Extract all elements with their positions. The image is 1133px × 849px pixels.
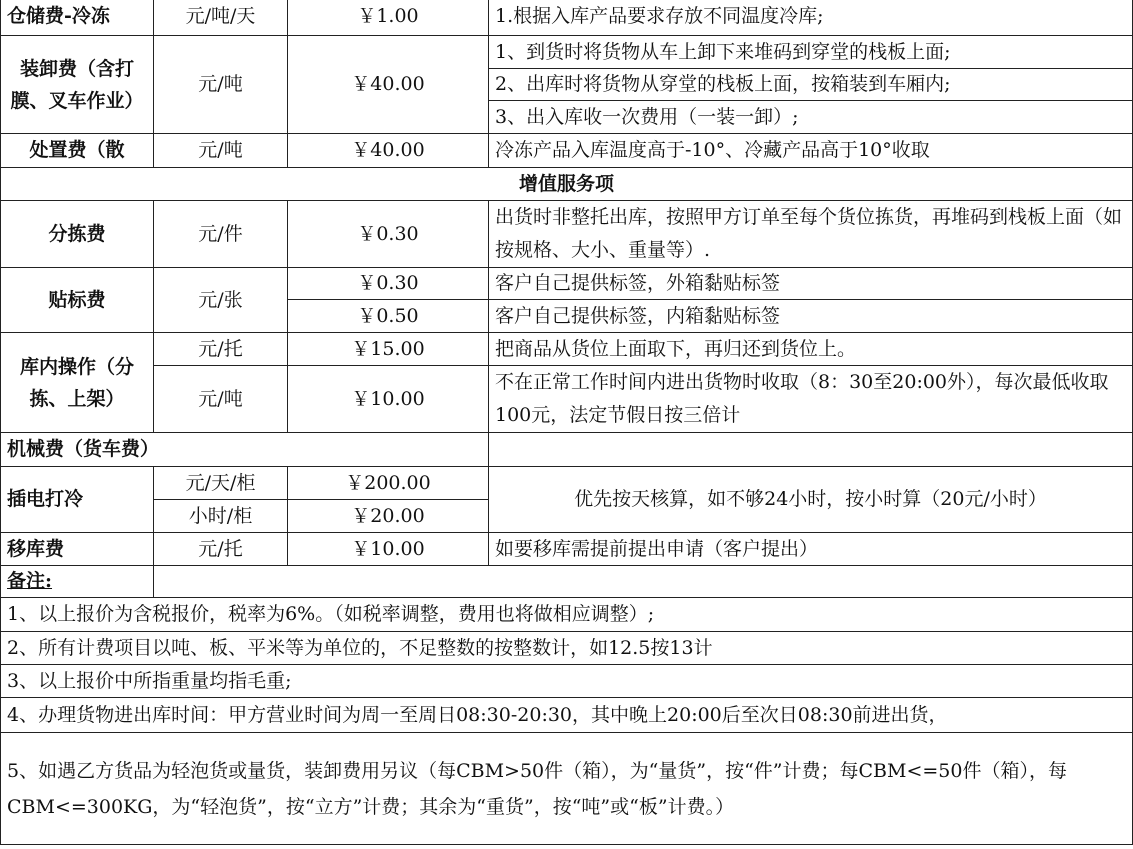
desc-cell: 把商品从货位上面取下，再归还到货位上。 xyxy=(489,333,1133,366)
unit-cell: 元/吨/天 xyxy=(154,0,288,36)
table-row xyxy=(1,268,1133,300)
table-row xyxy=(1,665,1133,698)
unit-cell: 元/托 xyxy=(154,533,288,566)
item-name: 插电打冷 xyxy=(1,467,154,533)
price-cell: ￥10.00 xyxy=(288,533,489,566)
unit-cell: 元/吨 xyxy=(154,134,288,168)
desc-cell: 不在正常工作时间内进出货物时收取（8：30至20:00外），每次最低收取100元，法定节假日按三倍计 xyxy=(489,366,1133,433)
unit-cell: 元/张 xyxy=(154,268,288,333)
section-header: 增值服务项 xyxy=(1,168,1133,201)
price-cell: ￥40.00 xyxy=(288,134,489,168)
unit-cell: 元/吨 xyxy=(154,36,288,134)
table-row xyxy=(1,333,1133,366)
table-row xyxy=(1,698,1133,733)
table-row xyxy=(1,36,1133,69)
item-name: 处置费（散 xyxy=(1,134,154,168)
item-name: 库内操作（分拣、上架） xyxy=(1,333,154,433)
table-row xyxy=(1,201,1133,268)
unit-cell: 元/吨 xyxy=(154,366,288,433)
price-cell: ￥0.50 xyxy=(288,300,489,333)
note-line: 4、办理货物进出库时间：甲方营业时间为周一至周日08:30-20:30，其中晚上20:00后至次日08:30前进出货， xyxy=(1,698,1133,733)
desc-cell xyxy=(489,433,1133,467)
table-row xyxy=(1,433,1133,467)
item-name: 机械费（货车费） xyxy=(1,433,489,467)
note-line: 5、如遇乙方货品为轻泡货或量货，装卸费用另议（每CBM>50件（箱），为“量货”，按“件”计费；每CBM<=50件（箱），每CBM<=300KG，为“轻泡货”，按“立方”计费；其余为“重货”，按“吨”或“板”计费。） xyxy=(1,733,1133,845)
price-cell: ￥20.00 xyxy=(288,500,489,533)
note-line: 1、以上报价为含税报价，税率为6%。（如税率调整，费用也将做相应调整）; xyxy=(1,598,1133,632)
table-row xyxy=(1,533,1133,566)
table-row xyxy=(1,632,1133,665)
item-name: 装卸费（含打膜、叉车作业） xyxy=(1,36,154,134)
unit-cell: 小时/柜 xyxy=(154,500,288,533)
unit-cell: 元/天/柜 xyxy=(154,467,288,500)
note-line: 3、以上报价中所指重量均指毛重; xyxy=(1,665,1133,698)
price-cell: ￥0.30 xyxy=(288,201,489,268)
table-row xyxy=(1,467,1133,500)
table-row xyxy=(1,168,1133,201)
unit-cell: 元/件 xyxy=(154,201,288,268)
notes-blank xyxy=(154,566,1133,598)
item-name: 仓储费-冷冻 xyxy=(1,0,154,36)
desc-cell: 客户自己提供标签，内箱黏贴标签 xyxy=(489,300,1133,333)
table-row xyxy=(1,0,1133,36)
item-name: 分拣费 xyxy=(1,201,154,268)
table-row xyxy=(1,366,1133,433)
table-row xyxy=(1,134,1133,168)
item-name: 移库费 xyxy=(1,533,154,566)
table-row xyxy=(1,598,1133,632)
desc-cell: 客户自己提供标签，外箱黏贴标签 xyxy=(489,268,1133,300)
table-row xyxy=(1,733,1133,845)
notes-title xyxy=(1,566,154,598)
price-cell: ￥0.30 xyxy=(288,268,489,300)
unit-cell: 元/托 xyxy=(154,333,288,366)
notes-title-text: 备注: xyxy=(7,570,53,593)
price-cell: ￥15.00 xyxy=(288,333,489,366)
desc-cell: 1、到货时将货物从车上卸下来堆码到穿堂的栈板上面; xyxy=(489,36,1133,69)
price-cell: ￥10.00 xyxy=(288,366,489,433)
table-row xyxy=(1,566,1133,598)
price-cell: ￥40.00 xyxy=(288,36,489,134)
desc-cell: 2、出库时将货物从穿堂的栈板上面，按箱装到车厢内; xyxy=(489,69,1133,101)
desc-cell: 冷冻产品入库温度高于-10°、冷藏产品高于10°收取 xyxy=(489,134,1133,168)
desc-cell: 出货时非整托出库，按照甲方订单至每个货位拣货，再堆码到栈板上面（如按规格、大小、重量等）. xyxy=(489,201,1133,268)
desc-cell: 3、出入库收一次费用（一装一卸）; xyxy=(489,101,1133,134)
price-cell: ￥1.00 xyxy=(288,0,489,36)
price-cell: ￥200.00 xyxy=(288,467,489,500)
desc-cell: 如要移库需提前提出申请（客户提出） xyxy=(489,533,1133,566)
desc-cell: 优先按天核算，如不够24小时，按小时算（20元/小时） xyxy=(489,467,1133,533)
desc-cell: 1.根据入库产品要求存放不同温度冷库; xyxy=(489,0,1133,36)
item-name: 贴标费 xyxy=(1,268,154,333)
note-line: 2、所有计费项目以吨、板、平米等为单位的，不足整数的按整数计，如12.5按13计 xyxy=(1,632,1133,665)
